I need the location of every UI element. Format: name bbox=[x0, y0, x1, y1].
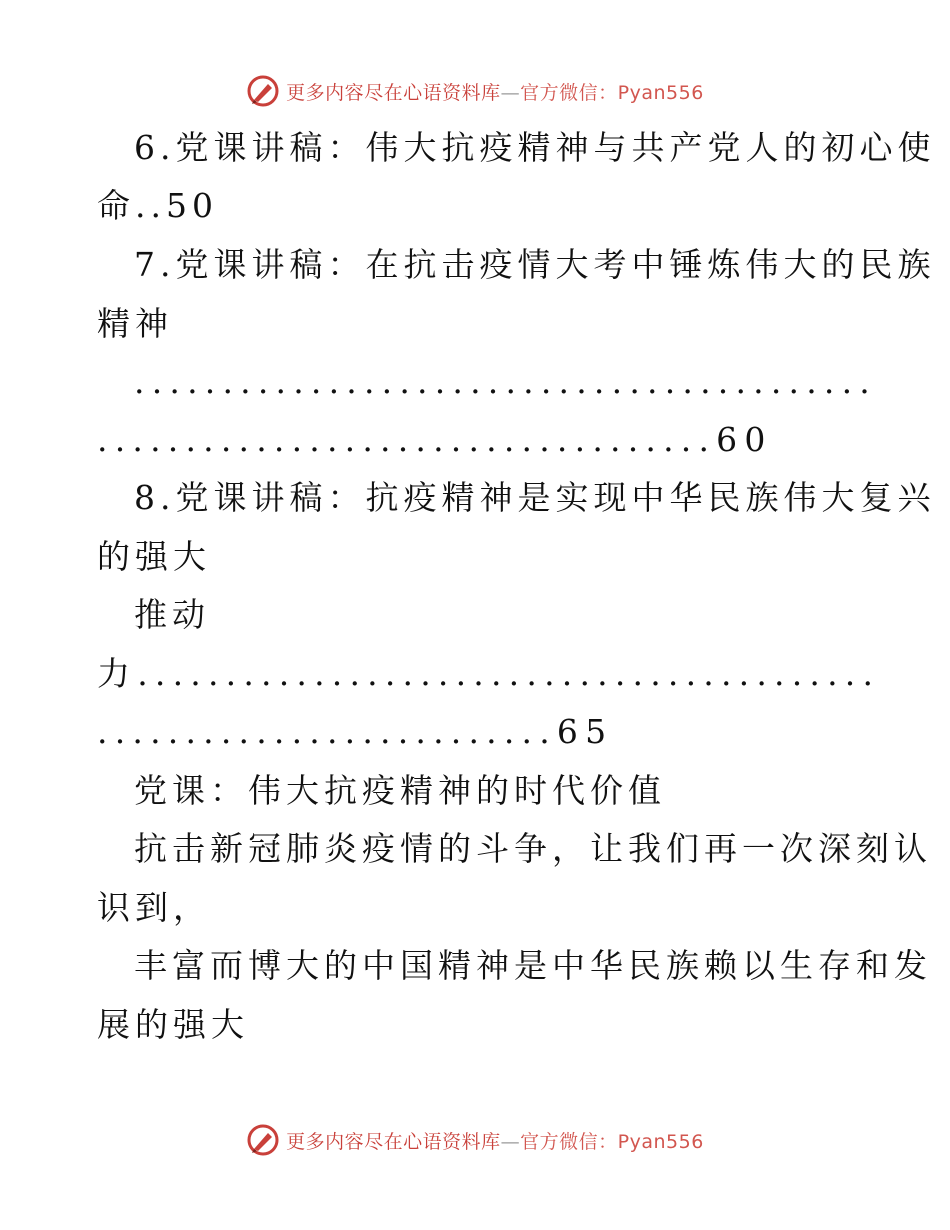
toc-entry-8-line-3: 推动 bbox=[134, 595, 210, 634]
footer-watermark-banner bbox=[0, 1120, 950, 1160]
paragraph-1-line-1: 抗击新冠肺炎疫情的斗争，让我们再一次深刻认 bbox=[134, 829, 932, 868]
toc-entry-8-line-2: 的强大 bbox=[97, 537, 211, 576]
toc-entry-6-line-1: 6.党课讲稿：伟大抗疫精神与共产党人的初心使 bbox=[134, 128, 936, 167]
header-watermark-banner bbox=[0, 71, 950, 111]
paragraph-2-line-2: 展的强大 bbox=[97, 1005, 249, 1044]
pen-logo-icon bbox=[246, 74, 280, 108]
toc-entry-7-line-2: 精神 bbox=[97, 304, 173, 343]
toc-entry-7-dots-2: ...................................60 bbox=[97, 420, 773, 459]
paragraph-1-line-2: 识到， bbox=[97, 888, 211, 927]
toc-entry-7-dots-1: .......................................... bbox=[134, 362, 877, 401]
toc-entry-8-dots-1: 力.......................................... bbox=[97, 654, 881, 693]
toc-entry-8-line-1: 8.党课讲稿：抗疫精神是实现中华民族伟大复兴 bbox=[134, 478, 936, 517]
toc-entry-8-dots-2: ..........................65 bbox=[97, 712, 614, 751]
paragraph-2-line-1: 丰富而博大的中国精神是中华民族赖以生存和发 bbox=[134, 946, 932, 985]
header-banner-text: 更多内容尽在心语资料库—官方微信：Pyan556 bbox=[286, 81, 704, 104]
toc-entry-6-line-2: 命..50 bbox=[97, 186, 218, 225]
pen-logo-icon bbox=[246, 1123, 280, 1157]
toc-entry-7-line-1: 7.党课讲稿：在抗击疫情大考中锤炼伟大的民族 bbox=[134, 245, 936, 284]
section-title: 党课：伟大抗疫精神的时代价值 bbox=[134, 771, 666, 810]
footer-banner-text: 更多内容尽在心语资料库—官方微信：Pyan556 bbox=[286, 1130, 704, 1153]
